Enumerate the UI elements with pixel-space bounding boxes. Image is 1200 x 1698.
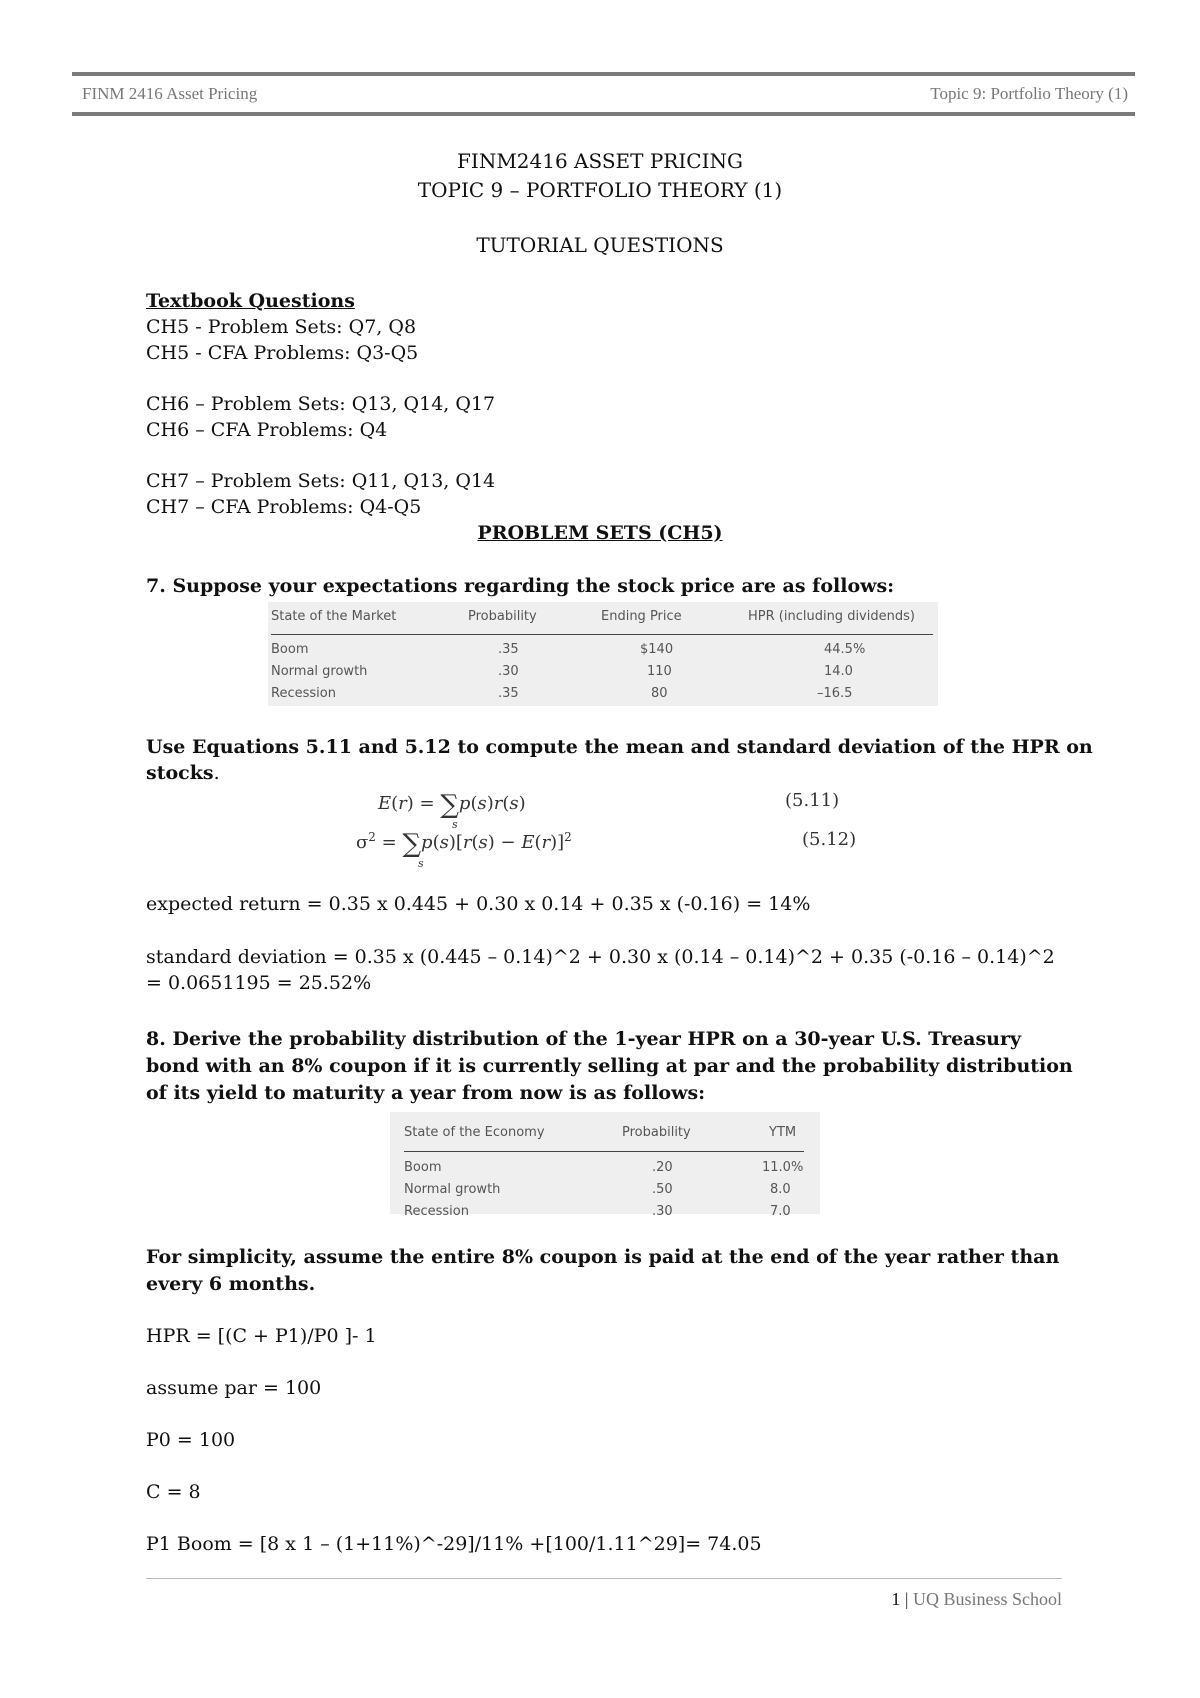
equation-number-5-12: (5.12) [802,829,857,850]
table-cell: Boom [404,1160,442,1175]
course-title: FINM2416 ASSET PRICING [457,149,743,173]
page-number: 1 [891,1589,901,1609]
table-row [390,1182,820,1202]
q7-col-header: Probability [468,609,537,624]
table-row [390,1160,820,1180]
question-8-line3: of its yield to maturity a year from now is as follows: [146,1082,706,1104]
q7-instruction-line1: Use Equations 5.11 and 5.12 to compute the mean and standard deviation of the HPR on [146,736,1093,758]
table-cell: 8.0 [770,1182,791,1197]
table-cell: .30 [498,664,519,679]
q8-note-line1: For simplicity, assume the entire 8% coupon is paid at the end of the year rather than [146,1246,1060,1268]
header-top-rule [72,72,1135,76]
footer-school: UQ Business School [912,1589,1062,1609]
textbook-line: CH7 – CFA Problems: Q4-Q5 [146,496,422,518]
table-cell: 110 [647,664,672,679]
q8-col-header: Probability [622,1125,691,1140]
table-cell: $140 [640,642,674,657]
q7-standard-deviation-line1: standard deviation = 0.35 x (0.445 – 0.14)^2 + 0.30 x (0.14 – 0.14)^2 + 0.35 (-0.16 – 0.14)^2 [146,946,1055,968]
question-8-line2: bond with an 8% coupon if it is currently selling at par and the probability distribution [146,1055,1073,1077]
q8-table-header [390,1125,820,1145]
q7-table-header [268,609,938,629]
sum-index: s [452,818,458,831]
section-heading: PROBLEM SETS (CH5) [477,522,723,544]
textbook-line: CH7 – Problem Sets: Q11, Q13, Q14 [146,470,496,492]
header-bottom-rule [72,112,1135,116]
q8-work-line: HPR = [(C + P1)/P0 ]- 1 [146,1325,377,1347]
table-cell: .30 [652,1204,673,1219]
q7-table-rule [271,634,933,635]
table-cell: 11.0% [762,1160,804,1175]
q8-work-line: assume par = 100 [146,1377,322,1399]
equation-number-5-11: (5.11) [785,790,840,811]
textbook-line: CH5 - Problem Sets: Q7, Q8 [146,316,417,338]
table-cell: .35 [498,686,519,701]
table-cell: 44.5% [824,642,866,657]
equation-5-12: $\sigma^2 = \sum p(s)[r(s) - E(r)]^2$ [356,829,572,859]
q8-table-rule [404,1151,804,1152]
table-cell: Normal growth [404,1182,501,1197]
q8-note-line2: every 6 months. [146,1273,316,1295]
q7-col-header: State of the Market [271,609,397,624]
q7-instruction-period: . [213,762,220,784]
topic-title: TOPIC 9 – PORTFOLIO THEORY (1) [417,178,783,202]
question-7: 7. Suppose your expectations regarding the stock price are as follows: [146,575,895,597]
footer-separator: | [904,1589,909,1609]
q8-table [390,1112,820,1219]
q7-table [268,602,938,706]
question-8-line1: 8. Derive the probability distribution of the 1-year HPR on a 30-year U.S. Treasury [146,1028,1022,1050]
footer-rule [146,1578,1062,1579]
table-cell: Normal growth [271,664,368,679]
header-left-title: FINM 2416 Asset Pricing [82,84,258,103]
textbook-line: CH6 – Problem Sets: Q13, Q14, Q17 [146,393,496,415]
q8-work-line: P1 Boom = [8 x 1 – (1+11%)^-29]/11% +[100/1.11^29]= 74.05 [146,1533,762,1555]
table-cell: 80 [651,686,668,701]
equation-5-11: E(r) = ∑p(s)r(s) [378,790,526,820]
table-cell: Recession [271,686,336,701]
q8-col-header: State of the Economy [404,1125,545,1140]
table-cell: 14.0 [824,664,853,679]
table-cell: 7.0 [770,1204,791,1219]
textbook-line: CH5 - CFA Problems: Q3-Q5 [146,342,419,364]
q7-instruction-line2 [146,762,220,784]
textbook-heading: Textbook Questions [146,290,355,312]
q7-expected-return: expected return = 0.35 x 0.445 + 0.30 x 0.14 + 0.35 x (-0.16) = 14% [146,893,811,915]
table-cell: .35 [498,642,519,657]
q8-work-line: C = 8 [146,1481,201,1503]
table-row [390,1204,820,1224]
q7-instruction-stocks: stocks [146,762,214,784]
q8-work-line: P0 = 100 [146,1429,236,1451]
header-right-title: Topic 9: Portfolio Theory (1) [930,84,1128,103]
table-row [268,642,938,662]
q8-col-header: YTM [769,1125,797,1140]
table-cell: .50 [652,1182,673,1197]
table-cell: Recession [404,1204,469,1219]
table-row [268,686,938,706]
table-cell: –16.5 [817,686,853,701]
q7-col-header: Ending Price [601,609,682,624]
table-cell: .20 [652,1160,673,1175]
table-row [268,664,938,684]
q7-col-header: HPR (including dividends) [748,609,915,624]
table-cell: Boom [271,642,309,657]
sum-index: s [418,857,424,870]
footer [891,1589,1062,1610]
tutorial-title: TUTORIAL QUESTIONS [476,233,724,257]
textbook-line: CH6 – CFA Problems: Q4 [146,419,388,441]
q7-standard-deviation-line2: = 0.0651195 = 25.52% [146,972,372,994]
